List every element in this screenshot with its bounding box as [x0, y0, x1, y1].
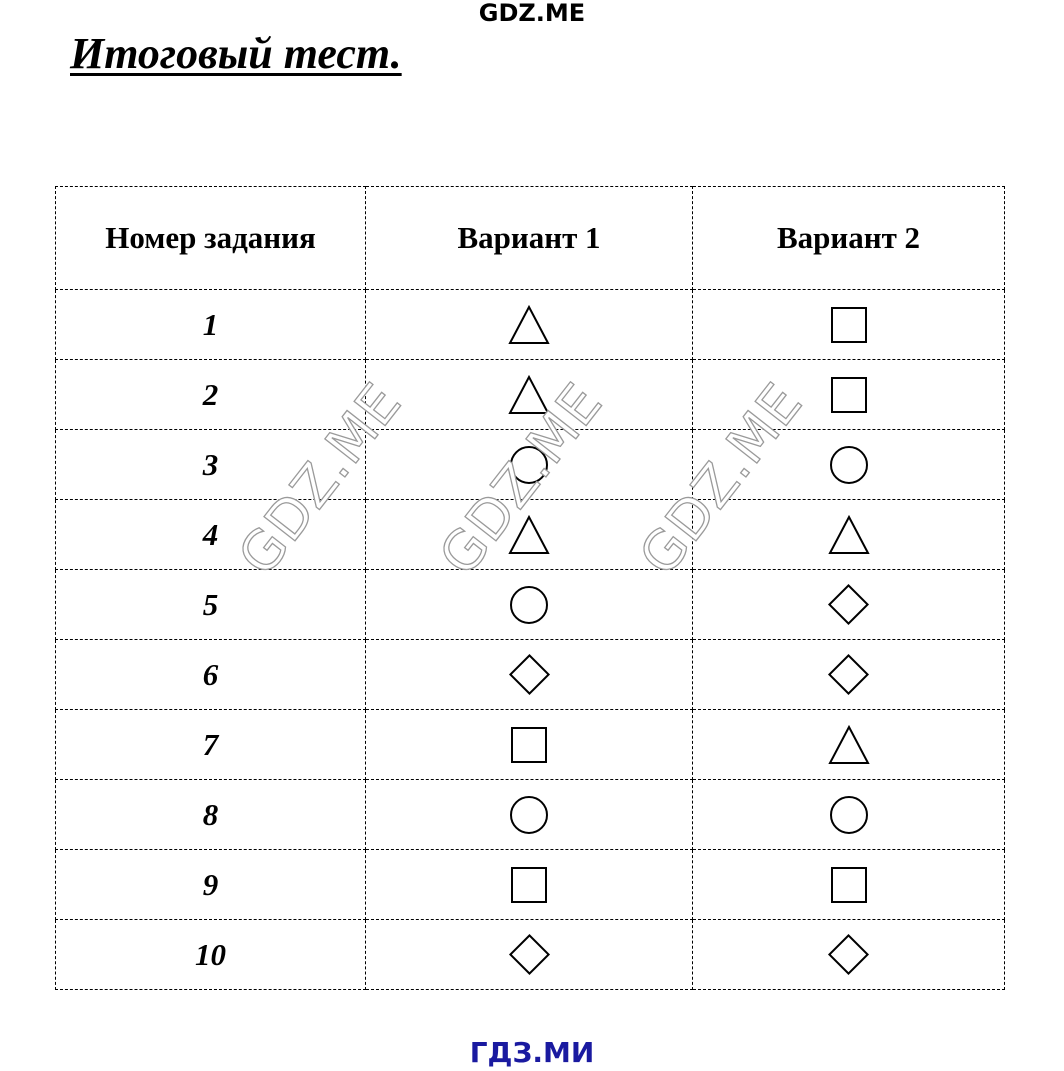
diamond-icon	[508, 654, 549, 695]
variant-2-answer	[693, 710, 1005, 780]
triangle-icon	[508, 375, 550, 415]
table-row	[56, 570, 1005, 640]
circle-icon	[510, 796, 548, 834]
diamond-icon	[828, 584, 869, 625]
task-number: 10	[56, 920, 366, 990]
task-number: 3	[56, 430, 366, 500]
triangle-icon	[828, 515, 870, 555]
variant-2-answer	[693, 850, 1005, 920]
task-number: 7	[56, 710, 366, 780]
diamond-icon	[508, 934, 549, 975]
table-row	[56, 640, 1005, 710]
triangle-icon	[508, 305, 550, 345]
square-icon	[831, 867, 867, 903]
variant-1-answer	[366, 920, 693, 990]
triangle-icon	[828, 725, 870, 765]
circle-icon	[510, 446, 548, 484]
variant-2-answer	[693, 360, 1005, 430]
variant-2-answer	[693, 290, 1005, 360]
task-number: 2	[56, 360, 366, 430]
square-icon	[831, 377, 867, 413]
variant-1-answer	[366, 430, 693, 500]
variant-1-answer	[366, 570, 693, 640]
circle-icon	[830, 446, 868, 484]
variant-2-answer	[693, 920, 1005, 990]
variant-1-answer	[366, 290, 693, 360]
variant-1-answer	[366, 500, 693, 570]
table-row	[56, 850, 1005, 920]
circle-icon	[510, 586, 548, 624]
diamond-icon	[828, 654, 869, 695]
diagonal-watermark: GDZ.ME	[427, 371, 615, 587]
header-task-number: Номер задания	[56, 187, 366, 290]
triangle-icon	[508, 515, 550, 555]
square-icon	[511, 867, 547, 903]
table-row	[56, 920, 1005, 990]
circle-icon	[830, 796, 868, 834]
diamond-icon	[828, 934, 869, 975]
variant-2-answer	[693, 780, 1005, 850]
task-number: 1	[56, 290, 366, 360]
top-watermark: GDZ.ME	[478, 0, 586, 27]
variant-2-answer	[693, 640, 1005, 710]
variant-1-answer	[366, 360, 693, 430]
table-row	[56, 710, 1005, 780]
variant-2-answer	[693, 500, 1005, 570]
square-icon	[831, 307, 867, 343]
table-row	[56, 290, 1005, 360]
table-row	[56, 780, 1005, 850]
header-variant-1: Вариант 1	[366, 187, 693, 290]
square-icon	[511, 727, 547, 763]
task-number: 4	[56, 500, 366, 570]
variant-1-answer	[366, 850, 693, 920]
task-number: 6	[56, 640, 366, 710]
variant-1-answer	[366, 640, 693, 710]
variant-2-answer	[693, 430, 1005, 500]
table-row	[56, 360, 1005, 430]
table-header-row	[56, 187, 1005, 290]
table-body	[56, 290, 1005, 990]
diagonal-watermark: GDZ.ME	[226, 371, 414, 587]
variant-1-answer	[366, 710, 693, 780]
task-number: 5	[56, 570, 366, 640]
diagonal-watermark: GDZ.ME	[627, 371, 815, 587]
table-row	[56, 500, 1005, 570]
table-row	[56, 430, 1005, 500]
variant-1-answer	[366, 780, 693, 850]
answers-table	[55, 186, 1005, 990]
header-variant-2: Вариант 2	[693, 187, 1005, 290]
variant-2-answer	[693, 570, 1005, 640]
bottom-watermark: ГДЗ.МИ	[469, 1036, 595, 1069]
task-number: 8	[56, 780, 366, 850]
page-title: Итоговый тест.	[70, 29, 402, 78]
task-number: 9	[56, 850, 366, 920]
